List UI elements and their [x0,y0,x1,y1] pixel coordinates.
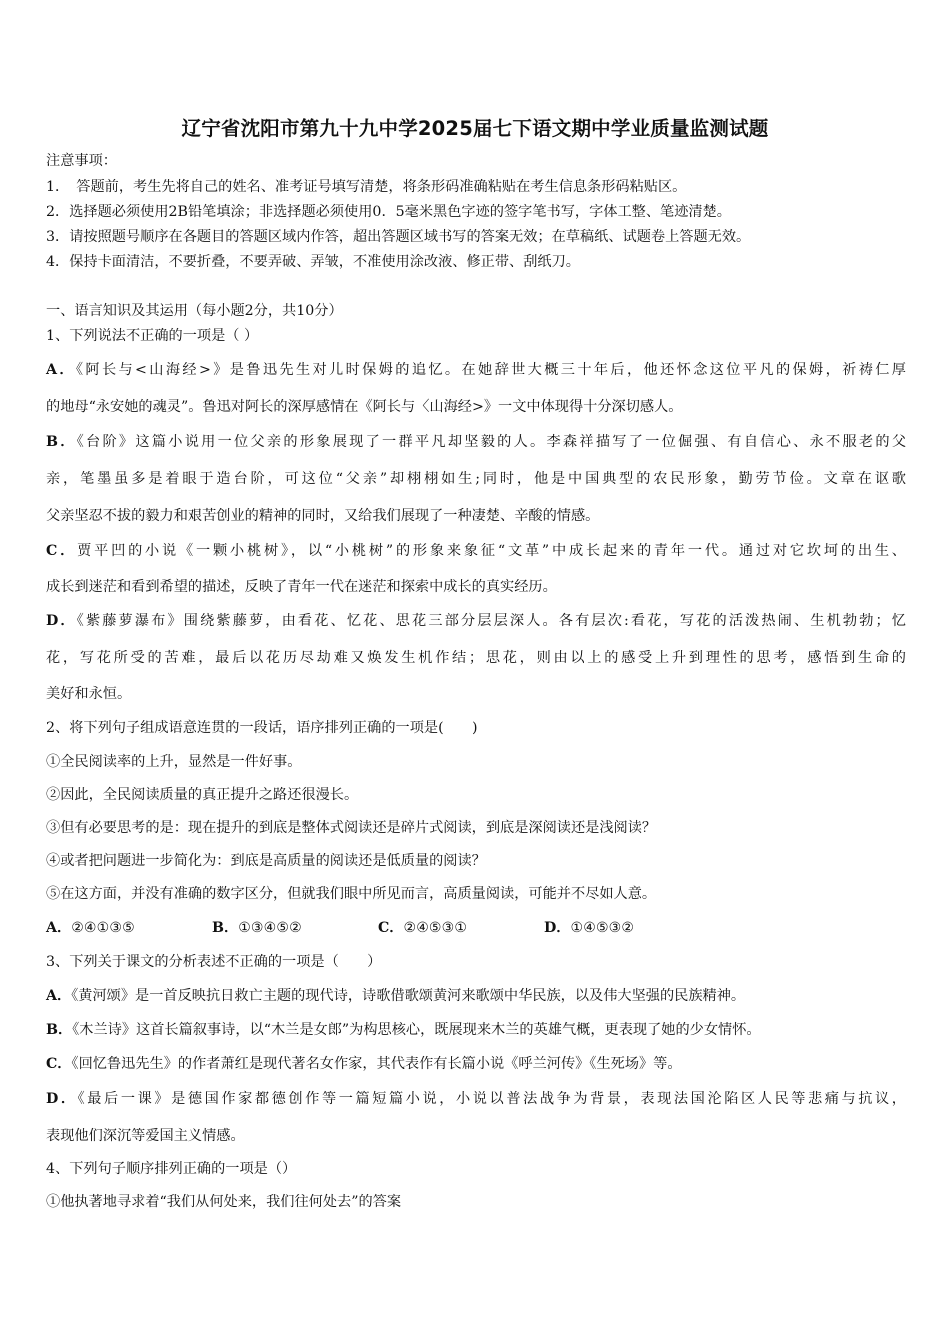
q1-option-b [46,432,906,452]
q1-option-d-text-3: 美好和永恒。 [46,686,132,702]
q1-option-a-label: A． [46,362,76,378]
notice-item-2: 2．选择题必须使用2B铅笔填涂；非选择题必须使用0．5毫米黑色字迹的签字笔书写，字体工整、笔迹清楚。 [46,204,731,220]
q2-stem: 2、将下列句子组成语意连贯的一段话，语序排列正确的一项是( ) [46,720,478,736]
q1-option-c [46,541,906,561]
q2-sentence-4: ④或者把问题进一步简化为：到底是高质量的阅读还是低质量的阅读？ [46,853,486,869]
notice-heading: 注意事项： [46,153,117,169]
q1-option-d-text-1: 《紫藤萝瀑布》围绕紫藤萝，由看花、忆花、思花三部分层层深人。各有层次:看花，写花的活泼热闹、生机勃勃；忆 [76,613,906,629]
q3-option-a [46,986,745,1006]
q1-option-a-text-2: 的地母“永安她的魂灵”。鲁迅对阿长的深厚感情在《阿长与〈山海经>》一文中体现得十分深切感人。 [46,399,683,415]
q3-option-c [46,1054,682,1074]
q1-option-a-text-1: 《阿长与<山海经>》是鲁迅先生对儿时保姆的追忆。在她辞世大概三十年后，他还怀念这位平凡的保姆，祈祷仁厚 [75,362,906,378]
q2-sentence-2: ②因此，全民阅读质量的真正提升之路还很漫长。 [46,787,359,803]
q3-option-b [46,1020,761,1040]
section-heading: 一、语言知识及其运用（每小题2分，共10分） [46,303,343,319]
q2-option-d-text: ①④⑤③② [570,920,635,936]
q3-option-b-label: B． [46,1022,73,1038]
q1-option-b-text-3: 父亲坚忍不拔的毅力和艰苦创业的精神的同时，又给我们展现了一种凄楚、辛酸的情感。 [46,508,600,524]
q3-option-d [46,1089,906,1109]
q2-option-a-text: ②④①③⑤ [71,920,135,936]
q1-option-c-text-2: 成长到迷茫和看到希望的描述，反映了青年一代在迷茫和探索中成长的真实经历。 [46,579,557,595]
q2-option-a[interactable] [46,918,212,938]
q2-option-b-text: ①③④⑤② [238,920,302,936]
q2-sentence-1: ①全民阅读率的上升，显然是一件好事。 [46,754,302,770]
q2-option-d[interactable] [544,918,634,938]
q1-option-d-text-2: 花，写花所受的苦难，最后以花历尽劫难又焕发生机作结；思花，则由以上的感受上升到理性的思考，感悟到生命的 [46,650,906,666]
page-title: 辽宁省沈阳市第九十九中学2025届七下语文期中学业质量监测试题 [181,117,769,140]
q3-option-d-text-2: 表现他们深沉等爱国主义情感。 [46,1128,245,1144]
q1-option-c-text-1: 贾平凹的小说《一颗小桃树》，以“小桃树”的形象来象征“文革”中成长起来的青年一代。通过对它坎坷的出生、 [77,543,906,559]
q3-option-c-text: 《回忆鲁迅先生》的作者萧红是现代著名女作家，其代表作有长篇小说《呼兰河传》《生死场》等。 [71,1056,682,1072]
q1-option-d-label: D． [46,613,77,629]
q3-option-b-text: 《木兰诗》这首长篇叙事诗，以“木兰是女郎”为构思核心，既展现来木兰的英雄气概，更表现了她的少女情怀。 [72,1022,761,1038]
q4-sentence-1: ①他执著地寻求着“我们从何处来，我们往何处去”的答案 [46,1194,402,1210]
q2-option-c-text: ②④⑤③① [403,920,468,936]
q2-sentence-3: ③但有必要思考的是：现在提升的到底是整体式阅读还是碎片式阅读，到底是深阅读还是浅阅读？ [46,820,657,836]
q1-option-b-label: B． [46,434,77,450]
q3-option-d-label: D． [46,1091,78,1107]
q1-option-b-text-2: 亲，笔墨虽多是着眼于造台阶，可这位“父亲”却栩栩如生;同时，他是中国典型的农民形象，勤劳节俭。文章在讴歌 [46,471,906,487]
q1-option-c-label: C． [46,543,78,559]
q2-sentence-5: ⑤在这方面，并没有准确的数字区分，但就我们眼中所见而言，高质量阅读，可能并不尽如人意。 [46,886,657,902]
q2-option-a-label: A． [46,920,72,936]
q2-option-c-label: C． [378,920,404,936]
notice-item-4: 4．保持卡面清洁，不要折叠，不要弄破、弄皱，不准使用涂改液、修正带、刮纸刀。 [46,254,580,270]
q3-option-c-label: C． [46,1056,72,1072]
q1-option-d [46,611,906,631]
q2-options [46,918,634,938]
q3-option-a-label: A． [46,988,72,1004]
q4-stem: 4、下列句子顺序排列正确的一项是（） [46,1161,297,1177]
q2-option-c[interactable] [378,918,544,938]
notice-item-3: 3．请按照题号顺序在各题目的答题区域内作答，超出答题区域书写的答案无效；在草稿纸、试题卷上答题无效。 [46,229,751,245]
notice-item-1: 1． 答题前，考生先将自己的姓名、准考证号填写清楚，将条形码准确粘贴在考生信息条形码粘贴区。 [46,179,687,195]
q1-option-b-text-1: 《台阶》这篇小说用一位父亲的形象展现了一群平凡却坚毅的人。李森祥描写了一位倔强、有自信心、永不服老的父 [76,434,907,450]
q3-stem: 3、下列关于课文的分析表述不正确的一项是（ ） [46,954,382,970]
q2-option-b[interactable] [212,918,378,938]
q3-option-a-text: 《黄河颂》是一首反映抗日救亡主题的现代诗，诗歌借歌颂黄河来歌颂中华民族，以及伟大坚强的民族精神。 [71,988,746,1004]
q2-option-d-label: D． [544,920,571,936]
q1-option-a [46,360,906,380]
q1-stem: 1、下列说法不正确的一项是（ ） [46,328,259,344]
q3-option-d-text-1: 《最后一课》是德国作家都德创作等一篇短篇小说，小说以普法战争为背景，表现法国沦陷区人民等悲痛与抗议， [77,1091,906,1107]
q2-option-b-label: B． [212,920,239,936]
